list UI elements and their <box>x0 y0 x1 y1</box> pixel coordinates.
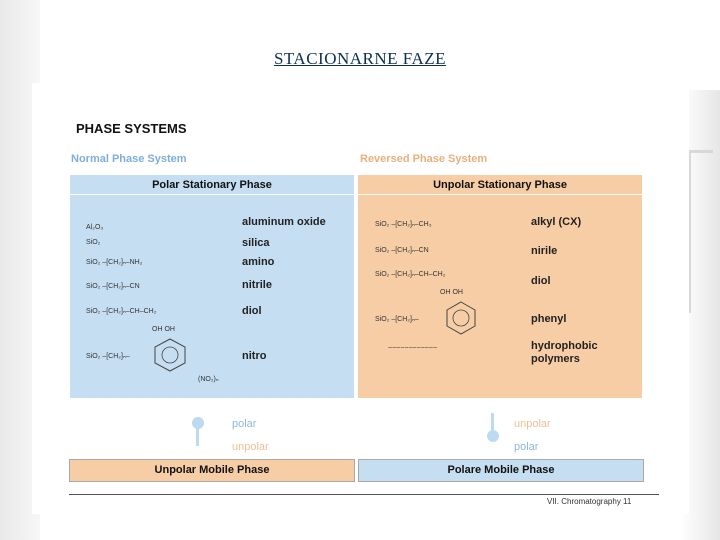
formula-diol: SiO₂ ‒[CH₂]ₙ‒CH‒CH₂ <box>375 271 446 278</box>
normal-phase-system-title: Normal Phase System <box>71 153 187 165</box>
name-diol: diol <box>242 305 262 317</box>
formula-alkyl: SiO₂ ‒[CH₂]ₙ‒CH₃ <box>375 221 432 228</box>
formula-no2: (NO₂)ₙ <box>198 376 219 383</box>
left-top-label: polar <box>232 418 257 430</box>
footer-rule <box>69 494 659 495</box>
formula-diol: SiO₂ ‒[CH₂]ₙ‒CH‒CH₂ <box>86 308 157 315</box>
formula-sio2: SiO₂ <box>86 239 101 246</box>
right-top-label: unpolar <box>514 418 551 430</box>
panel-title-polar: Polar Stationary Phase <box>152 179 272 191</box>
name-phenyl: phenyl <box>531 313 567 325</box>
footer-caption: VII. Chromatography 11 <box>547 497 632 506</box>
formula-phenyl: SiO₂ ‒[CH₂]ₙ‒ <box>375 316 419 323</box>
panel-divider <box>70 194 354 195</box>
formula-polymer: ~~~~~~~~~~~~ <box>388 345 438 352</box>
polarity-dot-icon <box>487 430 499 442</box>
name-alkyl: alkyl (CX) <box>531 216 582 228</box>
polarity-stem <box>491 413 494 431</box>
left-bottom-label: unpolar <box>232 441 269 453</box>
name-aluminum-oxide: aluminum oxide <box>242 216 326 228</box>
polarity-stem <box>196 428 199 446</box>
polar-stationary-panel <box>70 175 354 398</box>
benzene-ring-icon <box>150 335 190 377</box>
benzene-ring-icon <box>442 299 480 337</box>
polare-mobile-phase-box: Polare Mobile Phase <box>358 459 644 482</box>
figure-image <box>32 83 689 514</box>
name-nitrile: nitrile <box>242 279 272 291</box>
formula-nitrile: SiO₂ ‒[CH₂]ₙ‒CN <box>86 283 140 290</box>
panel-divider <box>358 194 642 195</box>
phase-systems-heading: PHASE SYSTEMS <box>76 121 187 136</box>
name-diol: diol <box>531 275 551 287</box>
panel-title-unpolar: Unpolar Stationary Phase <box>433 179 567 191</box>
decorative-frame <box>688 150 713 313</box>
name-hydrophobic-polymers: hydrophobic polymers <box>531 340 598 365</box>
formula-diol-oh: OH OH <box>152 326 175 333</box>
unpolar-mobile-phase-box: Unpolar Mobile Phase <box>69 459 355 482</box>
name-amino: amino <box>242 256 275 268</box>
formula-amino: SiO₂ ‒[CH₂]ₙ‒NH₂ <box>86 259 143 266</box>
formula-diol-oh: OH OH <box>440 289 463 296</box>
slide-title: STACIONARNE FAZE <box>273 49 447 68</box>
formula-al2o3: Al₂O₃ <box>86 224 104 231</box>
unpolar-stationary-panel <box>358 175 642 398</box>
right-bottom-label: polar <box>514 441 539 453</box>
name-nirile: nirile <box>531 245 558 257</box>
name-nitro: nitro <box>242 350 267 362</box>
formula-nitrile: SiO₂ ‒[CH₂]ₙ‒CN <box>375 247 429 254</box>
formula-nitro: SiO₂ ‒[CH₂]ₙ‒ <box>86 353 130 360</box>
name-silica: silica <box>242 237 270 249</box>
reversed-phase-system-title: Reversed Phase System <box>360 153 488 165</box>
